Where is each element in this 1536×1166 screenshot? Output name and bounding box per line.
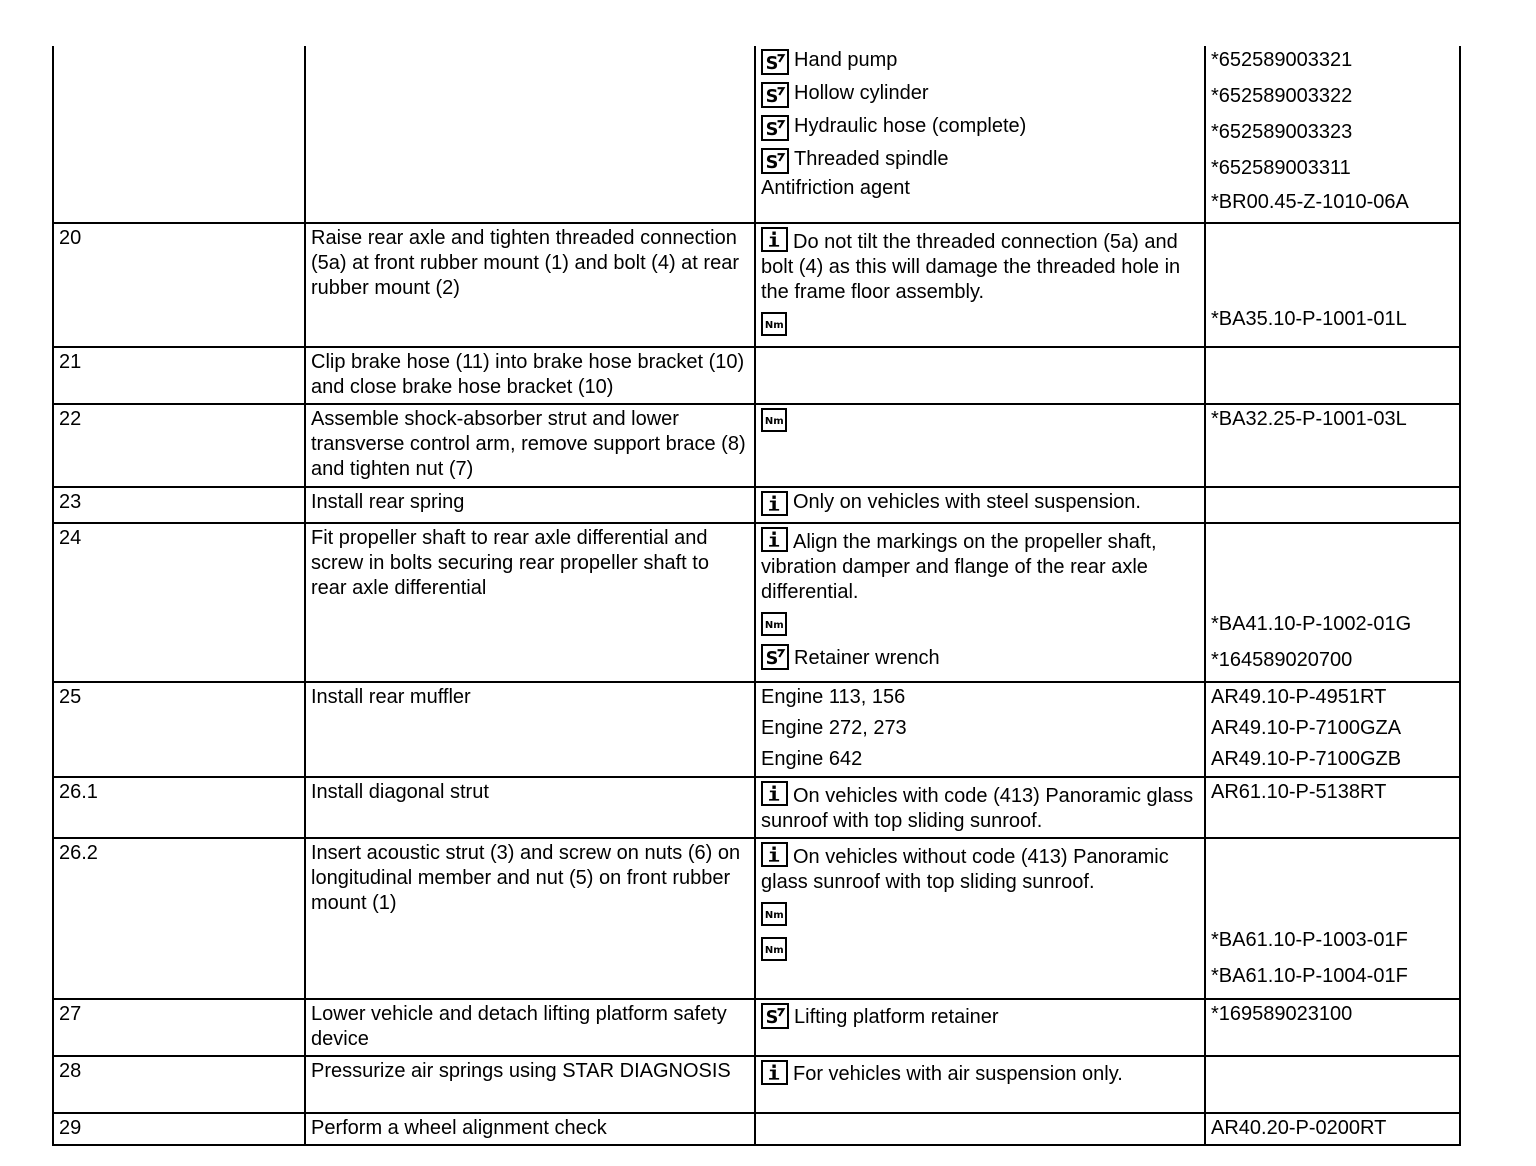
step-cell: 22: [53, 404, 305, 487]
notes-cell: On vehicles with code (413) Panoramic glass sunroof with top sliding sunroof.: [755, 777, 1205, 838]
notes-cell: For vehicles with air suspension only.: [755, 1056, 1205, 1113]
reference-cell: *BA32.25-P-1001-03L: [1205, 404, 1460, 487]
svg-text:Nm: Nm: [764, 620, 784, 632]
reference-cell: AR49.10-P-4951RT AR49.10-P-7100GZA AR49.10-P-7100GZB: [1205, 682, 1460, 777]
table-row: [53, 838, 1460, 999]
torque-nm-icon: [761, 612, 787, 636]
svg-text:Nm: Nm: [764, 910, 784, 922]
special-tool-icon: [761, 1003, 789, 1029]
reference-cell: *BA61.10-P-1003-01F *BA61.10-P-1004-01F: [1205, 838, 1460, 999]
torque-nm-icon: [761, 312, 787, 336]
svg-text:S: S: [765, 648, 779, 668]
step-cell: 26.2: [53, 838, 305, 999]
notes-cell: [755, 404, 1205, 487]
info-icon: [761, 1060, 788, 1085]
notes-cell: S Lifting platform retainer: [755, 999, 1205, 1056]
table-row: [53, 347, 1460, 404]
work-steps-table: [52, 46, 1461, 1146]
special-tool-icon: [761, 115, 789, 141]
svg-text:S: S: [765, 53, 779, 73]
table-row: [53, 404, 1460, 487]
notes-cell: Only on vehicles with steel suspension.: [755, 487, 1205, 523]
action-cell: Fit propeller shaft to rear axle differential and screw in bolts securing rear propeller shaft to rear axle differential: [305, 523, 755, 682]
notes-cell: Engine 113, 156 Engine 272, 273 Engine 642: [755, 682, 1205, 777]
special-tool-icon: [761, 49, 789, 75]
action-cell: Install rear spring: [305, 487, 755, 523]
table-row: [53, 1113, 1460, 1145]
notes-cell: [755, 1113, 1205, 1145]
table-row: [53, 523, 1460, 682]
table-row: [53, 682, 1460, 777]
action-cell: Lower vehicle and detach lifting platform safety device: [305, 999, 755, 1056]
info-icon: [761, 527, 788, 552]
table-row: [53, 223, 1460, 347]
step-cell: 25: [53, 682, 305, 777]
step-cell: 27: [53, 999, 305, 1056]
info-icon: [761, 227, 788, 252]
info-icon: [761, 842, 788, 867]
special-tool-icon: [761, 82, 789, 108]
step-cell: 23: [53, 487, 305, 523]
action-cell: Raise rear axle and tighten threaded connection (5a) at front rubber mount (1) and bolt (4) at rear rubber mount (2): [305, 223, 755, 347]
info-icon: [761, 781, 788, 806]
torque-nm-icon: [761, 937, 787, 961]
action-cell: Install rear muffler: [305, 682, 755, 777]
step-cell: 29: [53, 1113, 305, 1145]
reference-cell: *BA41.10-P-1002-01G *164589020700: [1205, 523, 1460, 682]
svg-text:S: S: [765, 119, 779, 139]
torque-nm-icon: [761, 408, 787, 432]
reference-cell: AR61.10-P-5138RT: [1205, 777, 1460, 838]
table-row: [53, 999, 1460, 1056]
step-cell: 21: [53, 347, 305, 404]
step-cell: 24: [53, 523, 305, 682]
reference-cell: [1205, 347, 1460, 404]
reference-cell: *169589023100: [1205, 999, 1460, 1056]
reference-cell: AR40.20-P-0200RT: [1205, 1113, 1460, 1145]
step-cell: 28: [53, 1056, 305, 1113]
reference-cell: *BA35.10-P-1001-01L: [1205, 223, 1460, 347]
action-cell: Assemble shock-absorber strut and lower transverse control arm, remove support brace (8) and tighten nut (7): [305, 404, 755, 487]
notes-cell: Do not tilt the threaded connection (5a) and bolt (4) as this will damage the threaded hole in the frame floor assembly. Nm: [755, 223, 1205, 347]
svg-text:S: S: [765, 1007, 779, 1027]
svg-text:S: S: [765, 86, 779, 106]
info-icon: [761, 491, 788, 516]
svg-text:Nm: Nm: [764, 416, 784, 428]
action-cell: Install diagonal strut: [305, 777, 755, 838]
notes-cell: Align the markings on the propeller shaft, vibration damper and flange of the rear axle differential. Nm S Retainer wrench: [755, 523, 1205, 682]
action-cell: [305, 46, 755, 223]
special-tool-icon: [761, 644, 789, 670]
table-row: [53, 1056, 1460, 1113]
action-cell: Insert acoustic strut (3) and screw on nuts (6) on longitudinal member and nut (5) on front rubber mount (1): [305, 838, 755, 999]
step-cell: [53, 46, 305, 223]
torque-nm-icon: [761, 902, 787, 926]
svg-text:Nm: Nm: [764, 320, 784, 332]
table-row: [53, 487, 1460, 523]
table-row: [53, 777, 1460, 838]
notes-cell: On vehicles without code (413) Panoramic glass sunroof with top sliding sunroof. Nm Nm: [755, 838, 1205, 999]
step-cell: 26.1: [53, 777, 305, 838]
svg-text:Nm: Nm: [764, 945, 784, 957]
reference-cell: *652589003321 *652589003322 *652589003323 *652589003311 *BR00.45-Z-1010-06A: [1205, 46, 1460, 223]
reference-cell: [1205, 1056, 1460, 1113]
action-cell: Perform a wheel alignment check: [305, 1113, 755, 1145]
notes-cell: S Hand pump S Hollow cylinder S Hydraulic hose (complete) S Threaded spindle Antifriction agent: [755, 46, 1205, 223]
action-cell: Pressurize air springs using STAR DIAGNOSIS: [305, 1056, 755, 1113]
notes-cell: [755, 347, 1205, 404]
step-cell: 20: [53, 223, 305, 347]
svg-text:S: S: [765, 152, 779, 172]
action-cell: Clip brake hose (11) into brake hose bracket (10) and close brake hose bracket (10): [305, 347, 755, 404]
reference-cell: [1205, 487, 1460, 523]
table-row: [53, 46, 1460, 223]
special-tool-icon: [761, 148, 789, 174]
